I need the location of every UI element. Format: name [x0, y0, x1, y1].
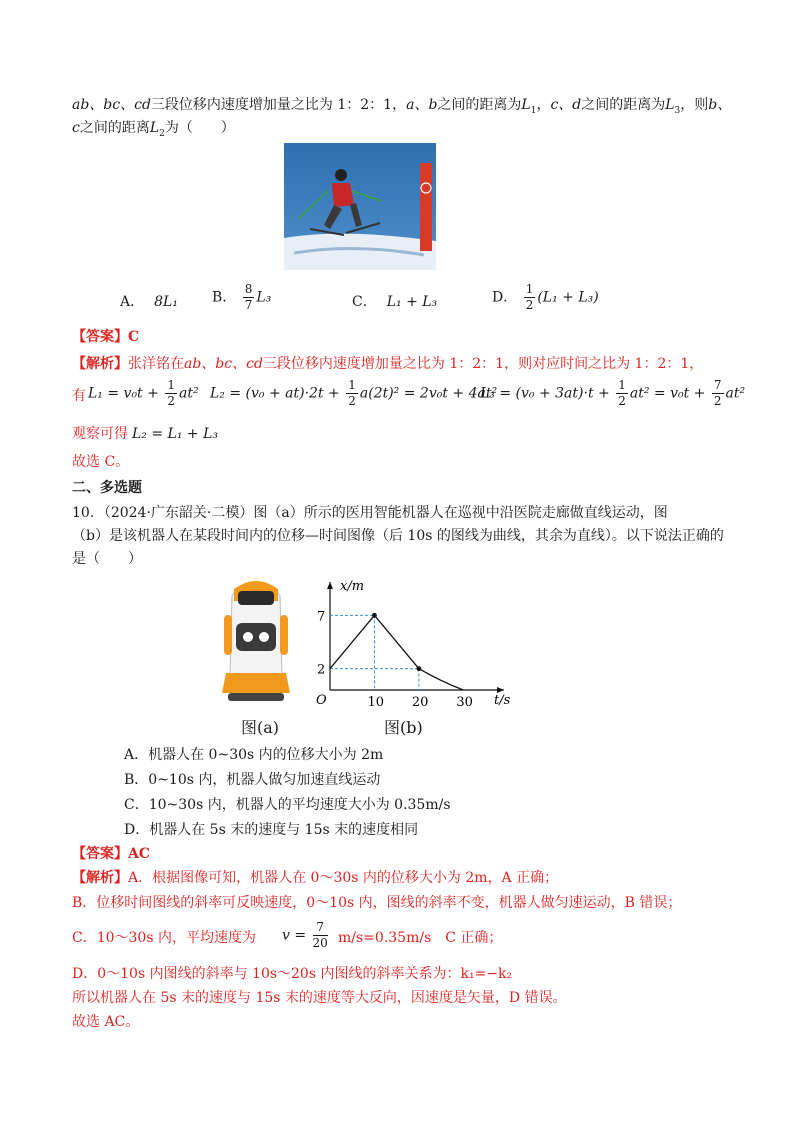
problem10-conclusion: 故选 AC。 — [72, 1014, 140, 1030]
problem9-answer: 【答案】C — [72, 329, 140, 345]
option-10a: A．机器人在 0~30s 内的位移大小为 2m — [124, 747, 384, 763]
problem9-stem-line2: c之间的距离$L_2$为（ ） — [72, 120, 235, 139]
x-tick-label: 20 — [411, 695, 429, 710]
problem10-analysis-b: B．位移时间图线的斜率可反映速度，0～10s 内，图线的斜率不变，机器人做匀速运动，B 错误； — [72, 895, 682, 911]
option-a: A． 8L₁ — [120, 294, 178, 310]
skier-photo — [284, 143, 436, 270]
graph-point — [416, 666, 421, 671]
problem10-analysis-d2: 所以机器人在 5s 末的速度与 15s 末的速度等大反向，因速度是矢量，D 错误。 — [72, 990, 567, 1006]
option-b: B． $\frac{8}{7}$ L₃ — [212, 282, 272, 312]
robot-photo — [218, 575, 294, 705]
problem10-answer: 【答案】AC — [72, 846, 151, 862]
y-axis-arrow — [327, 582, 333, 589]
option-d: D． $\frac{1}{2}$ (L₁ + L₃) — [492, 282, 599, 312]
y-tick-label: 7 — [317, 609, 326, 625]
option-10d: D．机器人在 5s 末的速度与 15s 末的速度相同 — [124, 822, 419, 838]
problem10-stem-line2: （b）是该机器人在某段时间内的位移—时间图像（后 10s 的图线为曲线，其余为直线）。以下说法正确的 — [72, 528, 724, 544]
graph-segment-1 — [330, 615, 374, 668]
graph-segment-2 — [374, 615, 418, 668]
position-time-graph — [308, 579, 511, 710]
problem9-observe: 观察可得 L₂ = L₁ + L₃ — [72, 426, 218, 442]
graph-point — [372, 613, 377, 618]
option-10c: C．10~30s 内，机器人的平均速度大小为 0.35m/s — [124, 797, 451, 813]
x-tick-label: 10 — [367, 695, 384, 710]
y-axis-label: x/m — [340, 579, 365, 594]
problem9-analysis-line1: 【解析】张洋铭在ab、bc、cd三段位移内速度增加量之比为 1：2：1，则对应时间之比为 1：2：1， — [72, 356, 704, 372]
problem10-stem-line3: 是（ ） — [72, 551, 142, 567]
x-axis-label: t/s — [494, 693, 511, 708]
section-title: 二、多选题 — [72, 480, 142, 496]
origin-label: O — [316, 693, 327, 708]
x-tick-label: 30 — [456, 695, 473, 710]
problem10-analysis-a: 【解析】A．根据图像可知，机器人在 0～30s 内的位移大小为 2m，A 正确； — [72, 870, 559, 886]
option-10b: B．0~10s 内，机器人做匀加速直线运动 — [124, 772, 381, 788]
caption-b: 图(b) — [384, 718, 423, 737]
caption-a: 图(a) — [241, 718, 280, 737]
problem9-conclusion: 故选 C。 — [72, 454, 130, 470]
problem10-analysis-d1: D．0～10s 内图线的斜率与 10s～20s 内图线的斜率关系为：k₁=−k₂ — [72, 966, 513, 982]
graph-segment-3 — [419, 669, 463, 690]
problem9-stem-line1: ab、bc、cd三段位移内速度增加量之比为 1：2：1，a、b之间的距离为$L_1$，c、d之间的距离为$L_3$，则b、 — [72, 97, 732, 116]
option-c: C． L₁ + L₃ — [352, 294, 438, 310]
problem10-stem-line1: 10．（2024·广东韶关·二模）图（a）所示的医用智能机器人在巡视中沿医院走廊做直线运动，图 — [72, 505, 668, 521]
y-tick-label: 2 — [317, 662, 326, 678]
